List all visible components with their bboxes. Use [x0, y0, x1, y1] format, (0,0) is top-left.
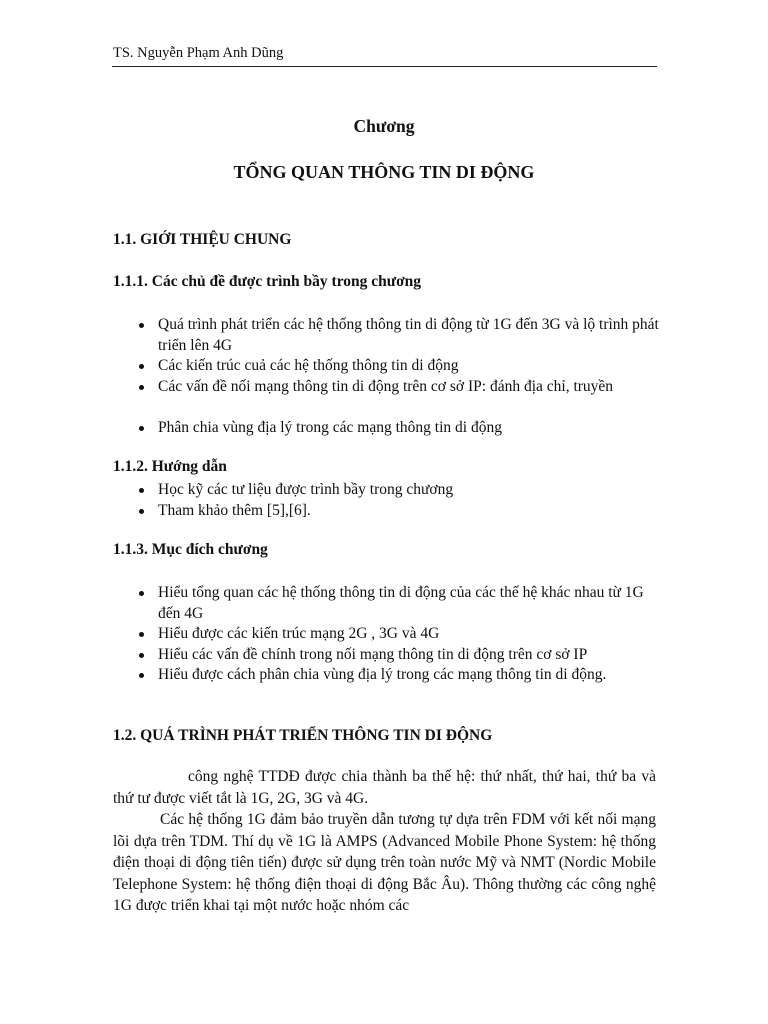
- list-item: [138, 480, 668, 501]
- paragraph: công nghệ TTDĐ được chia thành ba thế hệ: thứ nhất, thứ hai, thứ ba và thứ tư được viết tắt là 1G, 2G, 3G và 4G.: [113, 768, 656, 807]
- list-item-text: Hiểu tổng quan các hệ thống thông tin di động của các thế hệ khác nhau từ 1G đến 4G: [158, 584, 644, 622]
- list-item: [138, 501, 668, 522]
- section-heading-1-1-2: 1.1.2. Hướng dẫn: [113, 458, 227, 475]
- list-item-text: Hiểu được các kiến trúc mạng 2G , 3G và 4G: [158, 625, 440, 642]
- guide-list: [138, 480, 668, 521]
- section-heading-1-2: 1.2. QUÁ TRÌNH PHÁT TRIỂN THÔNG TIN DI ĐỘNG: [113, 727, 493, 744]
- bullet-icon: [139, 509, 144, 514]
- chapter-label: Chương: [353, 116, 415, 136]
- list-item-text: Quá trình phát triển các hệ thống thông tin di động từ 1G đến 3G và lộ trình phát triển lên 4G: [158, 316, 659, 354]
- bullet-icon: [139, 426, 144, 431]
- bullet-icon: [139, 673, 144, 678]
- list-item-text: Phân chia vùng địa lý trong các mạng thông tin di động: [158, 418, 502, 436]
- section-heading-1-1-1: 1.1.1. Các chủ đề được trình bầy trong chương: [113, 273, 422, 290]
- bullet-icon: [139, 385, 144, 390]
- list-item: [138, 315, 668, 356]
- list-item: [138, 418, 668, 439]
- list-item-text: Hiểu các vấn đề chính trong nối mạng thông tin di động trên cơ sở IP: [158, 645, 588, 663]
- section-heading-1-1: 1.1. GIỚI THIỆU CHUNG: [113, 231, 292, 248]
- list-item-text: Các vấn đề nối mạng thông tin di động trên cơ sở IP: đánh địa chỉ, truyền: [158, 377, 614, 395]
- list-item-text: Hiểu được cách phân chia vùng địa lý trong các mạng thông tin di động.: [158, 666, 607, 683]
- running-header-author: TS. Nguyễn Phạm Anh Dũng: [113, 45, 284, 61]
- body-text: [113, 766, 656, 917]
- list-item-text: Học kỹ các tư liệu được trình bầy trong chương: [158, 481, 454, 498]
- bullet-icon: [139, 323, 144, 328]
- list-item: [138, 356, 668, 377]
- section-heading-1-1-3: 1.1.3. Mục đích chương: [113, 541, 268, 558]
- list-item-text: Các kiến trúc cuả các hệ thống thông tin di động: [158, 357, 459, 374]
- list-item: [138, 624, 668, 645]
- bullet-icon: [139, 632, 144, 637]
- bullet-icon: [139, 364, 144, 369]
- list-item-text: Tham khảo thêm [5],[6].: [158, 501, 311, 519]
- list-item: [138, 377, 668, 398]
- list-item: [138, 645, 668, 666]
- topics-list: [138, 315, 668, 438]
- paragraph: Các hệ thống 1G đảm bảo truyền dẫn tương tự dựa trên FDM với kết nối mạng lõi dựa trên TDM. Thí dụ về 1G là AMPS (Advanced Mobile Phone System: hệ thống điện thoại di động tiên tiến) được sử dụng trên toàn nước Mỹ và NMT (Nordic Mobile Telephone System: hệ thống điện thoại di động Bắc Âu). Thông thường các công nghệ 1G được triển khai tại một nước hoặc nhóm các: [113, 811, 656, 914]
- bullet-icon: [139, 653, 144, 658]
- bullet-icon: [139, 488, 144, 493]
- objectives-list: [138, 583, 668, 686]
- list-item: [138, 665, 668, 686]
- bullet-icon: [139, 591, 144, 596]
- chapter-title: TỔNG QUAN THÔNG TIN DI ĐỘNG: [233, 162, 535, 182]
- list-item: [138, 583, 668, 624]
- header-rule: [112, 66, 657, 67]
